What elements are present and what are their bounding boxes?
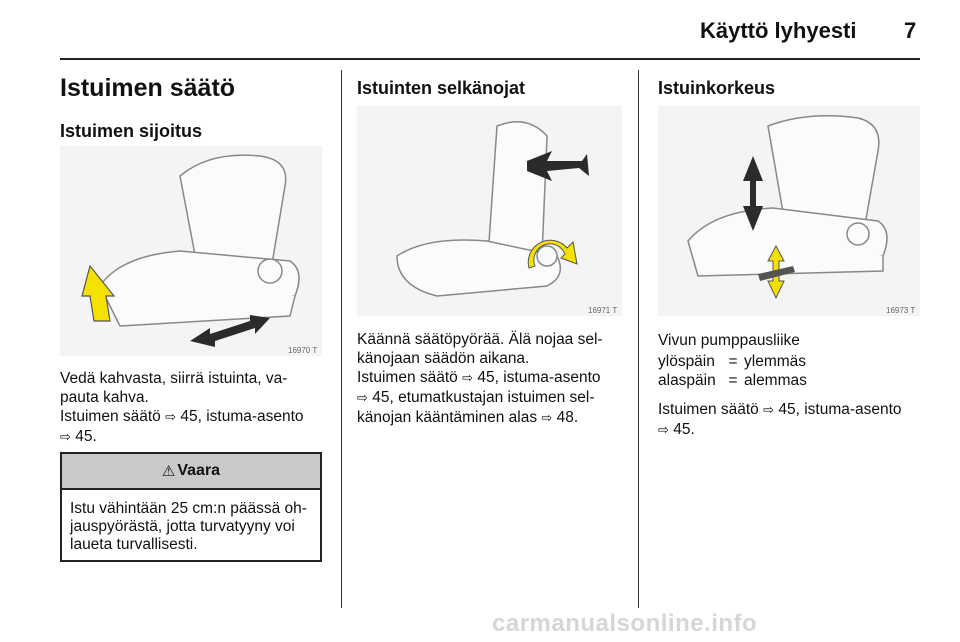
page-number: 7 <box>904 18 917 43</box>
pump-direction-table <box>658 352 807 390</box>
header-title: Käyttö lyhyesti <box>700 18 857 43</box>
column-divider-2 <box>638 70 639 608</box>
reference-arrow-icon: ⇨ <box>357 391 368 406</box>
reference-arrow-icon: ⇨ <box>658 423 669 438</box>
reference-arrow-icon: ⇨ <box>165 410 177 425</box>
paragraph: Käännä säätöpyörää. Älä nojaa sel- känojaan säädön aikana. <box>357 331 603 367</box>
seat-position-illustration <box>60 146 322 356</box>
seat-position-figure <box>60 146 322 356</box>
seat-height-illustration <box>658 106 920 316</box>
figure-number: 16970 T <box>288 346 318 355</box>
warning-header <box>62 454 320 490</box>
reference-arrow-icon: ⇨ <box>60 430 71 445</box>
paragraph: Vedä kahvasta, siirrä istuinta, va- pauta kahva. <box>60 370 288 406</box>
column-divider-1 <box>341 70 342 608</box>
table-row: alaspäin = alemmas <box>658 372 807 389</box>
figure-number: 16971 T <box>588 306 618 315</box>
cross-reference-paragraph: Istuimen säätö ⇨ 45, istuma-asento ⇨ 45, etumatkustajan istuimen sel- känojan kääntäminen alas ⇨ 48. <box>357 369 601 426</box>
col1-heading: Istuimen sijoitus <box>60 121 203 141</box>
header-rule <box>60 58 920 60</box>
table-row: ylöspäin = ylemmäs <box>658 353 807 370</box>
col2-heading: Istuinten selkänojat <box>357 78 526 98</box>
figure-number: 16973 T <box>886 306 916 315</box>
watermark: carmanualsonline.info <box>492 610 758 637</box>
cross-reference-paragraph: Istuimen säätö ⇨ 45, istuma-asento ⇨ 45. <box>658 401 902 438</box>
reference-arrow-icon: ⇨ <box>541 411 553 426</box>
lift-arrow-icon <box>82 266 114 321</box>
col3-heading: Istuinkorkeus <box>658 78 776 98</box>
section-title: Istuimen säätö <box>60 74 236 102</box>
backrest-illustration <box>357 106 622 316</box>
backrest-figure <box>357 106 622 316</box>
warning-icon: ⚠ <box>161 462 176 480</box>
cross-reference-paragraph: Istuimen säätö ⇨ 45, istuma-asento ⇨ 45. <box>60 408 304 445</box>
reference-arrow-icon: ⇨ <box>462 371 474 386</box>
warning-title: Vaara <box>177 462 221 479</box>
seat-height-figure <box>658 106 920 316</box>
warning-box <box>60 452 322 562</box>
paragraph: Vivun pumppausliike <box>658 332 800 349</box>
reference-arrow-icon: ⇨ <box>763 403 775 418</box>
warning-text: Istu vähintään 25 cm:n päässä oh- jauspyörästä, jotta turvatyyny voi laueta turvallisesti. <box>70 500 307 553</box>
